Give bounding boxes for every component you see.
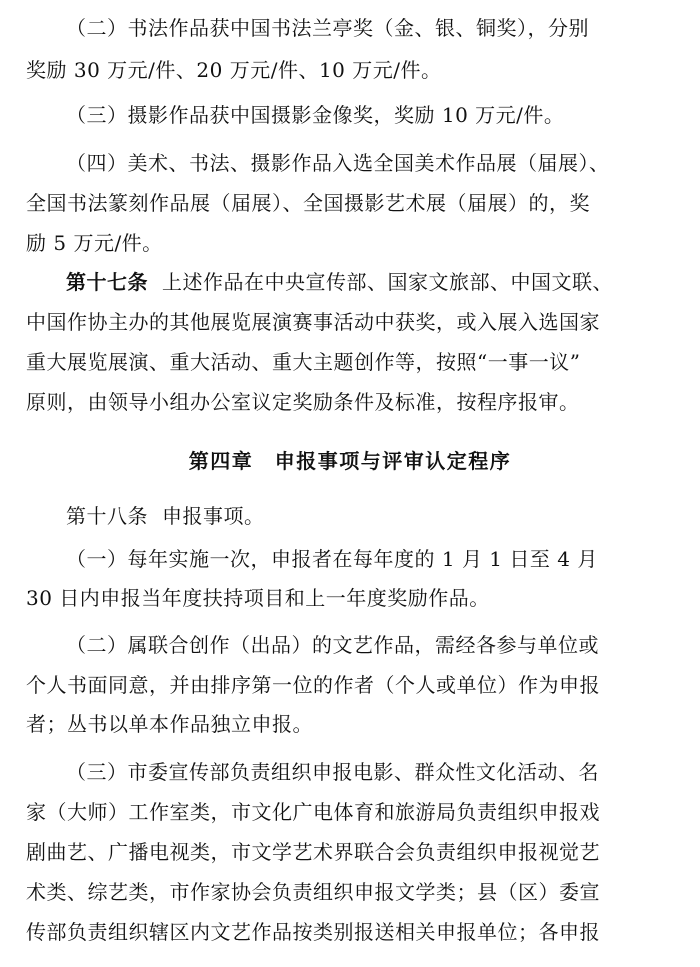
text-line: （三）摄影作品获中国摄影金像奖，奖励 10 万元/件。: [66, 103, 565, 127]
article-17-line: [66, 262, 678, 302]
chapter-heading: 第四章 申报事项与评审认定程序: [188, 449, 512, 473]
text-line: 传部负责组织辖区内文艺作品按类别报送相关申报单位；各申报: [26, 920, 600, 944]
text-line: 个人书面同意，并由排序第一位的作者（个人或单位）作为申报: [26, 673, 600, 697]
text-line: 重大展览展演、重大活动、重大主题创作等，按照“一事一议”: [26, 350, 581, 374]
text-line: 家（大师）工作室类，市文化广电体育和旅游局负责组织申报戏: [26, 800, 600, 824]
article-title: 第十七条: [66, 270, 148, 294]
text-line: 30 日内申报当年度扶持项目和上一年度奖励作品。: [26, 586, 490, 610]
article-title: 第十八条: [66, 504, 148, 528]
text-line: 上述作品在中央宣传部、国家文旅部、中国文联、: [162, 270, 613, 294]
text-line: 术类、综艺类，市作家协会负责组织申报文学类；县（区）委宣: [26, 880, 600, 904]
text-line: （二）属联合创作（出品）的文艺作品，需经各参与单位或: [66, 633, 599, 657]
text-line: 励 5 万元/件。: [26, 231, 163, 255]
text-line: （一）每年实施一次，申报者在每年度的 1 月 1 日至 4 月: [66, 547, 598, 571]
text-line: （二）书法作品获中国书法兰亭奖（金、银、铜奖），分别: [66, 16, 589, 40]
text-line: （四）美术、书法、摄影作品入选全国美术作品展（届展）、: [66, 151, 610, 175]
text-line: 原则，由领导小组办公室议定奖励条件及标准，按程序报审。: [26, 390, 580, 414]
text-line: 中国作协主办的其他展览展演赛事活动中获奖，或入展入选国家: [26, 310, 600, 334]
text-line: 全国书法篆刻作品展（届展）、全国摄影艺术展（届展）的，奖: [26, 191, 590, 215]
text-line: 申报事项。: [162, 504, 265, 528]
text-line: （三）市委宣传部负责组织申报电影、群众性文化活动、名: [66, 760, 599, 784]
text-line: 者；丛书以单本作品独立申报。: [26, 712, 313, 736]
text-line: 奖励 30 万元/件、20 万元/件、10 万元/件。: [26, 58, 442, 82]
article-18-line: [66, 496, 678, 536]
text-line: 剧曲艺、广播电视类，市文学艺术界联合会负责组织申报视觉艺: [26, 840, 600, 864]
